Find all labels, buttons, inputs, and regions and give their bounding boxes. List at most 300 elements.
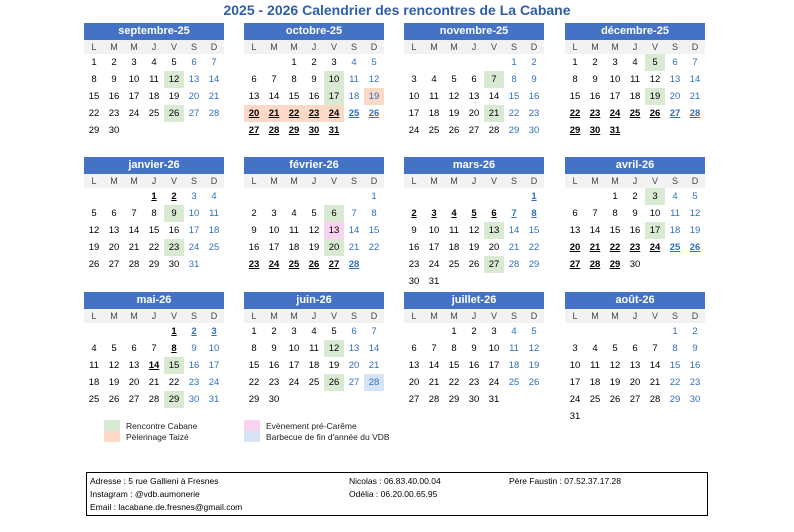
weekday-header: [404, 174, 544, 188]
day-cell: 8: [91, 74, 97, 85]
day-cell: 26: [324, 374, 344, 391]
day-cell: 4: [291, 208, 297, 219]
weekday-label: M: [430, 176, 438, 186]
day-cell: 15: [508, 91, 520, 102]
day-cell: 6: [672, 57, 678, 68]
day-cell: 4: [672, 191, 678, 202]
weekday-label: D: [691, 311, 699, 321]
day-cell: 24: [268, 259, 280, 270]
day-cell: 6: [251, 74, 257, 85]
day-cell: 12: [649, 74, 661, 85]
day-cell: 28: [589, 259, 601, 270]
day-cell: 22: [88, 108, 100, 119]
weekday-header: [404, 309, 544, 323]
weekday-label: M: [290, 176, 298, 186]
day-cell: 15: [248, 360, 260, 371]
empty-cell: [244, 188, 264, 205]
day-cell: 13: [569, 225, 581, 236]
day-cell: 5: [645, 54, 665, 71]
weekday-label: S: [510, 42, 517, 52]
day-cell: 20: [669, 91, 681, 102]
weekday-label: M: [430, 311, 438, 321]
empty-cell: [585, 188, 605, 205]
day-cell: 3: [191, 191, 197, 202]
day-cell: 1: [291, 57, 297, 68]
day-cell: 4: [151, 57, 157, 68]
day-cell: 20: [128, 377, 140, 388]
day-cell: 28: [488, 125, 500, 136]
day-cell: 21: [689, 91, 701, 102]
day-cell: 11: [349, 74, 359, 85]
day-cell: 25: [208, 242, 220, 253]
day-cell: 14: [148, 360, 160, 371]
weekday-label: M: [611, 176, 619, 186]
legend-label: Barbecue de fin d'année du VDB: [266, 431, 390, 442]
weekday-label: M: [611, 311, 619, 321]
month-block: [404, 157, 544, 290]
month-header: juillet-26: [404, 292, 544, 309]
weekday-label: L: [91, 311, 97, 321]
empty-cell: [625, 323, 645, 340]
month-block: [84, 23, 224, 139]
weekday-label: D: [210, 176, 218, 186]
day-cell: 3: [131, 57, 137, 68]
empty-cell: [484, 188, 504, 205]
day-cell: 14: [348, 225, 360, 236]
day-cell: 18: [448, 242, 460, 253]
empty-cell: [264, 188, 284, 205]
day-cell: 11: [670, 208, 680, 219]
day-cell: 30: [308, 125, 320, 136]
weekday-header: [84, 309, 224, 323]
day-cell: 17: [645, 222, 665, 239]
empty-cell: [645, 323, 665, 340]
day-cell: 5: [171, 57, 177, 68]
day-cell: 21: [148, 377, 160, 388]
weekday-header: [244, 40, 384, 54]
day-grid: [84, 323, 224, 408]
weekday-header: [565, 174, 705, 188]
empty-cell: [264, 54, 284, 71]
day-cell: 23: [164, 239, 184, 256]
day-cell: 12: [689, 208, 701, 219]
weekday-label: L: [411, 176, 417, 186]
day-cell: 29: [88, 125, 100, 136]
day-cell: 20: [408, 377, 420, 388]
day-cell: 29: [164, 391, 184, 408]
day-cell: 4: [431, 74, 437, 85]
day-grid: [404, 54, 544, 139]
weekday-header: [84, 40, 224, 54]
day-cell: 10: [324, 71, 344, 88]
weekday-label: V: [170, 311, 177, 321]
day-cell: 28: [348, 259, 360, 270]
day-cell: 3: [271, 208, 277, 219]
day-cell: 15: [368, 225, 380, 236]
day-cell: 25: [308, 377, 320, 388]
day-cell: 3: [612, 57, 618, 68]
day-cell: 7: [211, 57, 217, 68]
day-cell: 29: [248, 394, 260, 405]
day-cell: 18: [589, 377, 601, 388]
day-cell: 16: [408, 242, 420, 253]
empty-cell: [484, 54, 504, 71]
weekday-label: M: [591, 176, 599, 186]
day-cell: 20: [188, 91, 200, 102]
weekday-label: V: [330, 42, 337, 52]
day-cell: 13: [468, 91, 480, 102]
day-grid: [565, 323, 705, 425]
day-cell: 28: [148, 394, 160, 405]
day-cell: 15: [448, 360, 460, 371]
day-cell: 22: [284, 105, 304, 122]
weekday-label: L: [572, 311, 578, 321]
day-cell: 15: [148, 225, 160, 236]
day-cell: 5: [371, 57, 377, 68]
month-header: février-26: [244, 157, 384, 174]
day-cell: 18: [308, 360, 320, 371]
weekday-label: V: [170, 42, 177, 52]
contact-odelia: Odélia : 06.20.00.65.95: [349, 489, 438, 499]
contact-email: Email : lacabane.de.fresnes@gmail.com: [90, 502, 243, 512]
day-cell: 4: [351, 57, 357, 68]
day-cell: 27: [348, 377, 360, 388]
weekday-label: V: [490, 42, 497, 52]
day-cell: 9: [592, 74, 598, 85]
day-cell: 16: [528, 91, 540, 102]
day-cell: 2: [251, 208, 257, 219]
weekday-label: D: [530, 42, 538, 52]
day-cell: 23: [468, 377, 480, 388]
month-header: mars-26: [404, 157, 544, 174]
day-grid: [244, 323, 384, 408]
day-cell: 11: [89, 360, 99, 371]
day-cell: 1: [91, 57, 97, 68]
day-cell: 27: [128, 394, 140, 405]
day-cell: 23: [528, 108, 540, 119]
month-header: août-26: [565, 292, 705, 309]
weekday-label: D: [530, 176, 538, 186]
month-block: [565, 157, 705, 273]
month-header: mai-26: [84, 292, 224, 309]
day-cell: 22: [248, 377, 260, 388]
day-cell: 17: [569, 377, 581, 388]
day-cell: 21: [128, 242, 140, 253]
day-cell: 8: [572, 74, 578, 85]
month-header: novembre-25: [404, 23, 544, 40]
day-cell: 10: [288, 343, 300, 354]
day-cell: 17: [609, 91, 621, 102]
day-cell: 13: [248, 91, 260, 102]
day-cell: 19: [308, 242, 320, 253]
legend-label: Pèlerinage Taizé: [126, 431, 189, 442]
day-cell: 19: [448, 108, 460, 119]
day-cell: 9: [191, 343, 197, 354]
day-cell: 11: [289, 225, 299, 236]
weekday-label: J: [151, 176, 157, 186]
day-cell: 7: [371, 326, 377, 337]
day-cell: 13: [629, 360, 641, 371]
day-cell: 6: [491, 208, 497, 219]
weekday-label: S: [671, 42, 678, 52]
day-cell: 11: [209, 208, 219, 219]
day-cell: 25: [508, 377, 520, 388]
day-cell: 17: [488, 360, 500, 371]
weekday-label: J: [471, 311, 477, 321]
weekday-label: J: [632, 176, 638, 186]
day-cell: 31: [208, 394, 220, 405]
weekday-label: M: [611, 42, 619, 52]
legend-item-pelerinage: [104, 431, 197, 442]
weekday-label: L: [251, 311, 257, 321]
weekday-label: L: [411, 42, 417, 52]
day-cell: 7: [131, 208, 137, 219]
day-cell: 5: [451, 74, 457, 85]
day-cell: 30: [408, 276, 420, 287]
day-cell: 16: [268, 360, 280, 371]
day-cell: 4: [91, 343, 97, 354]
weekday-label: S: [350, 176, 357, 186]
weekday-label: D: [370, 42, 378, 52]
weekday-label: M: [110, 176, 118, 186]
day-cell: 4: [211, 191, 217, 202]
day-cell: 23: [304, 105, 324, 122]
day-cell: 4: [511, 326, 517, 337]
empty-cell: [504, 188, 524, 205]
weekday-label: D: [691, 176, 699, 186]
day-cell: 16: [629, 225, 641, 236]
day-cell: 16: [188, 360, 200, 371]
day-cell: 7: [511, 208, 517, 219]
day-cell: 27: [408, 394, 420, 405]
day-grid: [244, 188, 384, 273]
day-cell: 10: [609, 74, 621, 85]
weekday-label: J: [311, 176, 317, 186]
day-cell: 9: [271, 343, 277, 354]
day-cell: 3: [572, 343, 578, 354]
weekday-label: V: [651, 42, 658, 52]
weekday-label: M: [110, 311, 118, 321]
day-cell: 5: [111, 343, 117, 354]
day-cell: 4: [311, 326, 317, 337]
day-cell: 26: [468, 259, 480, 270]
weekday-label: J: [471, 42, 477, 52]
weekday-label: M: [270, 42, 278, 52]
day-cell: 23: [689, 377, 701, 388]
day-cell: 25: [348, 108, 360, 119]
day-cell: 19: [364, 88, 384, 105]
day-cell: 12: [88, 225, 100, 236]
day-cell: 16: [468, 360, 480, 371]
day-cell: 13: [324, 222, 344, 239]
weekday-label: M: [270, 311, 278, 321]
day-cell: 1: [251, 326, 257, 337]
weekday-label: V: [490, 311, 497, 321]
day-cell: 5: [91, 208, 97, 219]
day-cell: 27: [569, 259, 581, 270]
empty-cell: [244, 54, 264, 71]
day-cell: 12: [468, 225, 480, 236]
day-cell: 1: [531, 191, 537, 202]
weekday-label: S: [190, 311, 197, 321]
empty-cell: [565, 188, 585, 205]
day-cell: 18: [208, 225, 220, 236]
day-cell: 6: [411, 343, 417, 354]
day-cell: 20: [569, 242, 581, 253]
day-cell: 9: [411, 225, 417, 236]
day-cell: 15: [88, 91, 100, 102]
weekday-label: S: [671, 311, 678, 321]
day-cell: 22: [609, 242, 621, 253]
day-cell: 31: [569, 411, 581, 422]
legend-label: Evènement pré-Carême: [266, 420, 357, 431]
day-cell: 22: [669, 377, 681, 388]
day-cell: 9: [692, 343, 698, 354]
day-cell: 22: [448, 377, 460, 388]
empty-cell: [585, 323, 605, 340]
day-cell: 13: [188, 74, 200, 85]
day-cell: 10: [408, 91, 420, 102]
day-cell: 26: [108, 394, 120, 405]
day-cell: 8: [531, 208, 537, 219]
day-cell: 1: [612, 191, 618, 202]
day-cell: 7: [431, 343, 437, 354]
contact-instagram: Instagram : @vdb.aumonerie: [90, 489, 200, 499]
day-cell: 11: [630, 74, 640, 85]
day-cell: 9: [531, 74, 537, 85]
day-cell: 6: [131, 343, 137, 354]
day-cell: 22: [368, 242, 380, 253]
weekday-label: S: [510, 311, 517, 321]
day-cell: 25: [88, 394, 100, 405]
day-cell: 21: [348, 242, 360, 253]
day-cell: 20: [488, 242, 500, 253]
weekday-label: M: [270, 176, 278, 186]
day-cell: 8: [451, 343, 457, 354]
day-cell: 3: [645, 188, 665, 205]
day-cell: 4: [592, 343, 598, 354]
day-cell: 6: [324, 205, 344, 222]
day-cell: 22: [148, 242, 160, 253]
legend-item-careme: [244, 420, 390, 431]
day-cell: 30: [468, 394, 480, 405]
day-cell: 29: [569, 125, 581, 136]
weekday-label: S: [350, 311, 357, 321]
day-cell: 9: [111, 74, 117, 85]
day-cell: 12: [164, 71, 184, 88]
weekday-label: M: [591, 311, 599, 321]
day-grid: [565, 188, 705, 273]
day-cell: 24: [609, 108, 621, 119]
day-cell: 27: [108, 259, 120, 270]
month-header: octobre-25: [244, 23, 384, 40]
day-cell: 15: [669, 360, 681, 371]
day-cell: 17: [188, 225, 200, 236]
day-cell: 20: [324, 239, 344, 256]
day-cell: 13: [348, 343, 360, 354]
day-cell: 5: [331, 326, 337, 337]
day-cell: 26: [609, 394, 621, 405]
day-cell: 30: [108, 125, 120, 136]
day-cell: 6: [111, 208, 117, 219]
day-cell: 8: [511, 74, 517, 85]
day-cell: 19: [88, 242, 100, 253]
month-header: décembre-25: [565, 23, 705, 40]
legend-swatch-careme: [244, 420, 260, 431]
day-cell: 8: [291, 74, 297, 85]
empty-cell: [605, 323, 625, 340]
day-cell: 14: [508, 225, 520, 236]
day-cell: 8: [151, 208, 157, 219]
weekday-header: [244, 309, 384, 323]
day-cell: 24: [288, 377, 300, 388]
day-cell: 27: [669, 108, 681, 119]
legend-swatch-pelerinage: [104, 431, 120, 442]
weekday-label: J: [151, 42, 157, 52]
day-cell: 29: [609, 259, 621, 270]
day-cell: 10: [208, 343, 220, 354]
day-cell: 30: [689, 394, 701, 405]
day-cell: 28: [364, 374, 384, 391]
day-cell: 3: [491, 326, 497, 337]
day-cell: 25: [288, 259, 300, 270]
day-cell: 14: [649, 360, 661, 371]
day-cell: 9: [471, 343, 477, 354]
month-header: juin-26: [244, 292, 384, 309]
day-cell: 10: [268, 225, 280, 236]
month-header: septembre-25: [84, 23, 224, 40]
day-cell: 30: [629, 259, 641, 270]
contact-address: Adresse : 5 rue Gallieni à Fresnes: [90, 476, 219, 486]
day-cell: 5: [531, 326, 537, 337]
day-cell: 14: [128, 225, 140, 236]
day-cell: 12: [368, 74, 380, 85]
weekday-label: L: [411, 311, 417, 321]
day-cell: 15: [164, 357, 184, 374]
day-cell: 2: [592, 57, 598, 68]
empty-cell: [304, 188, 324, 205]
empty-cell: [565, 323, 585, 340]
weekday-label: L: [572, 176, 578, 186]
day-cell: 17: [324, 88, 344, 105]
empty-cell: [424, 323, 444, 340]
day-cell: 31: [609, 125, 621, 136]
day-cell: 25: [629, 108, 641, 119]
day-cell: 14: [589, 225, 601, 236]
day-cell: 16: [108, 91, 120, 102]
day-cell: 10: [128, 74, 140, 85]
day-cell: 11: [309, 343, 319, 354]
day-cell: 7: [692, 57, 698, 68]
day-cell: 23: [408, 259, 420, 270]
empty-cell: [84, 188, 104, 205]
day-cell: 23: [188, 377, 200, 388]
day-cell: 24: [649, 242, 661, 253]
day-cell: 12: [324, 340, 344, 357]
empty-cell: [404, 188, 424, 205]
empty-cell: [144, 323, 164, 340]
legend-swatch-rencontre: [104, 420, 120, 431]
weekday-label: M: [450, 176, 458, 186]
empty-cell: [424, 188, 444, 205]
day-cell: 17: [288, 360, 300, 371]
weekday-label: M: [430, 42, 438, 52]
legend-right: [244, 420, 390, 442]
day-cell: 13: [108, 225, 120, 236]
day-cell: 8: [251, 343, 257, 354]
day-cell: 29: [148, 259, 160, 270]
page-title: 2025 - 2026 Calendrier des rencontres de La Cabane: [223, 2, 571, 18]
